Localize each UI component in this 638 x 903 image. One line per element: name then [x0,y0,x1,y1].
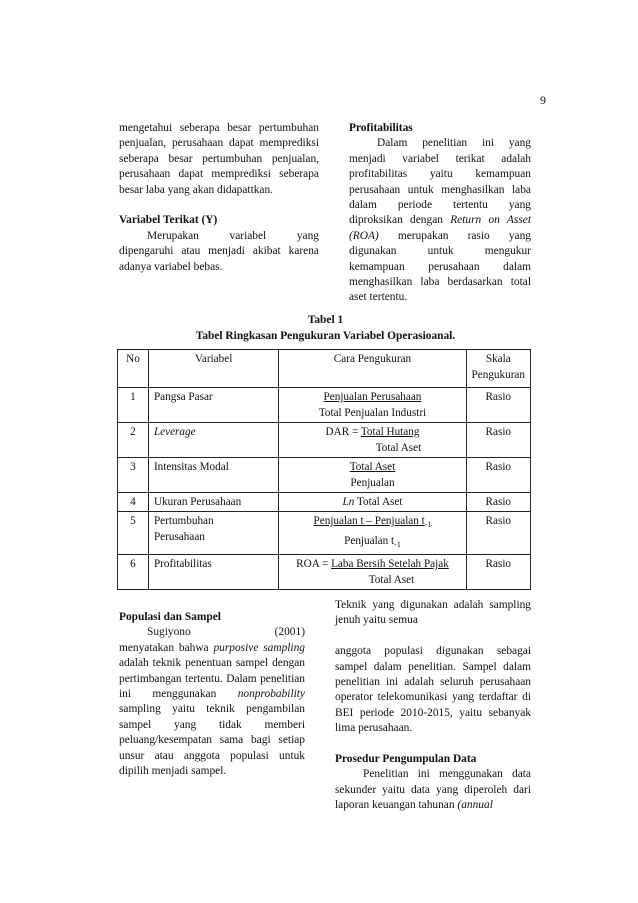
section-heading: Prosedur Pengumpulan Data [335,753,477,766]
cell-variabel [148,512,278,555]
formula-text: Total Aset [356,496,403,508]
text-run: Dalam penelitian ini yang menjadi variabel terikat adalah profitabilitas yaitu kemampuan perusahaan untuk menghasilkan laba dalam periode tertentu yang diproksikan dengan [349,137,531,227]
page-number: 9 [540,93,546,107]
top-right-column [349,121,531,306]
cell-variabel: Pangsa Pasar [148,388,278,423]
numerator [284,513,460,533]
denominator: Total Aset [375,442,422,454]
cell-no: 6 [118,555,149,590]
cell-variabel: Leverage [148,423,278,458]
cell-no: 5 [118,512,149,555]
cell-formula [279,458,466,493]
variabel-line: Perusahaan [153,531,205,543]
cell-formula [279,512,466,555]
formula-line [284,556,460,572]
variabel-line: Pertumbuhan [153,515,214,527]
cell-no: 3 [118,458,149,493]
table-row [118,555,531,590]
text-run-italic: nonprobability [237,688,305,701]
paragraph: anggota populasi digunakan sebagai sampel dalam penelitian. Sampel dalam penelitian ini adalah seluruh perusahaan operator telekomunikasi yang terdaftar di BEI periode 2010-2015, yaitu sebanyak lima perusahaan. [335,645,531,735]
paragraph: mengetahui seberapa besar pertumbuhan penjualan, perusahaan dapat memprediksi seberapa besar pertumbuhan penjualan, perusahaan dapat memprediksi seberapa besar laba yang akan didapattkan. [119,122,319,196]
table-title: Tabel Ringkasan Pengukuran Variabel Operasioanal. [195,330,456,342]
cell-no: 2 [118,423,149,458]
variables-table [117,349,531,590]
cell-variabel: Intensitas Modal [148,458,278,493]
section-heading: Variabel Terikat (Y) [119,214,218,227]
denominator-main: Penjualan t [344,535,395,548]
cell-no: 4 [118,493,149,512]
text-run: menyatakan bahwa [119,641,209,654]
cell-formula [279,388,466,423]
numerator: Total Hutang [360,426,420,438]
cell-variabel: Ukuran Perusahaan [148,493,278,512]
text-run-italic: (annual [457,799,493,812]
header-skala: Skala Pengukuran [466,350,530,388]
numerator: Total Aset [349,461,396,473]
formula-prefix: ROA = [296,558,329,571]
cell-formula [279,555,466,590]
cell-variabel: Profitabilitas [148,555,278,590]
denominator: Penjualan [350,477,395,489]
table-header-row [118,350,531,388]
text-run: adalah teknik penentuan sampel dengan pertimbangan tertentu. Dalam penelitian ini menggunakan [119,657,305,701]
table-label: Tabel 1 [307,314,344,326]
cell-scale: Rasio [466,423,530,458]
formula-prefix: DAR = [325,426,359,438]
numerator-sub: -1 [424,520,432,530]
numerator: Laba Bersih Setelah Pajak [331,558,449,571]
paragraph: Teknik yang digunakan adalah sampling jenuh yaitu semua [335,599,531,627]
cell-scale: Rasio [466,555,530,590]
header-variabel: Variabel [148,350,278,388]
section-heading: Populasi dan Sampel [119,611,221,623]
cell-scale: Rasio [466,388,530,423]
text-run: sampling yaitu teknik pengambilan sampel yang tidak memberi peluang/kesempatan sama bagi setiap unsur atau anggota populasi untuk dipilih menjadi sampel. [119,703,305,778]
numerator-main: Penjualan t – Penjualan t [313,515,425,527]
text-run-italic: Return on Asset (ROA) [349,214,531,242]
table-row [118,388,531,423]
denominator: Total Aset [368,574,415,587]
formula-ln: Ln [342,496,355,508]
cell-scale: Rasio [466,458,530,493]
numerator: Penjualan Perusahaan [323,391,422,403]
paragraph: Merupakan variabel yang dipengaruhi atau menjadi akibat karena adanya variabel bebas. [119,229,319,273]
table-row [118,512,531,555]
paragraph [119,641,305,780]
cell-scale: Rasio [466,512,530,555]
cell-formula [279,493,466,512]
header-no: No [118,350,149,388]
table-row [118,458,531,493]
text-run: Penelitian ini menggunakan data sekunder yaitu data yang diperoleh dari laporan keuangan tahunan [335,768,531,812]
formula-line [284,424,460,440]
bottom-right-column [335,598,531,814]
top-left-column [119,121,319,275]
denominator [284,533,460,553]
section-heading: Profitabilitas [349,122,413,134]
cell-scale: Rasio [466,493,530,512]
text-run-italic: purposive sampling [213,641,305,654]
header-cara: Cara Pengukuran [279,350,466,388]
paragraph [349,136,531,305]
text-run: merupakan rasio yang digunakan untuk mengukur kemampuan perusahaan dalam menghasilkan laba berdasarkan total aset tertentu. [349,229,531,304]
paragraph-line: Sugiyono (2001) [147,626,305,639]
table-row [118,423,531,458]
cell-no: 1 [118,388,149,423]
bottom-left-column [119,610,305,779]
table-row [118,493,531,512]
paragraph [335,767,531,813]
denominator-sub: -1 [394,540,401,550]
denominator: Total Penjualan Industri [318,407,427,419]
cell-formula [279,423,466,458]
